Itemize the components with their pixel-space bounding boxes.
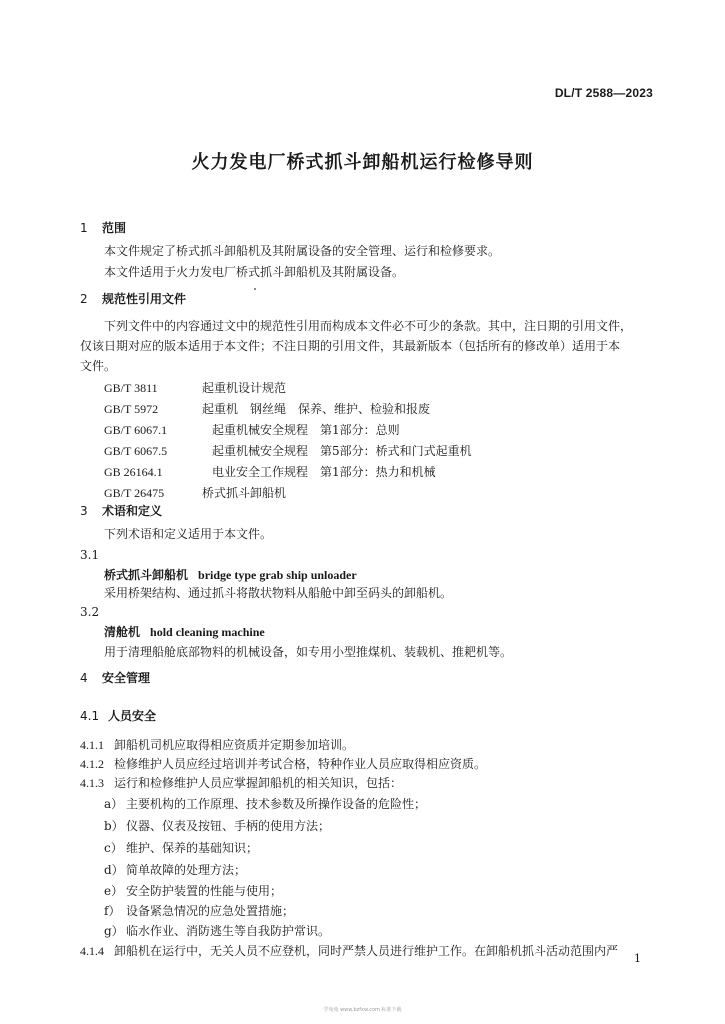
list-item-text: 仪器、仪表及按钮、手柄的使用方法； — [126, 819, 331, 833]
reference-title: 起重机设计规范 — [202, 381, 287, 395]
section-title: 术语和定义 — [102, 504, 163, 518]
subsection-4-1-heading — [80, 708, 156, 724]
section-1-heading — [80, 220, 126, 236]
list-item-text: 简单故障的处理方法； — [126, 863, 247, 877]
clause-text: 卸船机在运行中，无关人员不应登机，同时严禁人员进行维护工作。在卸船机抓斗活动范围内严 — [114, 944, 619, 958]
reference-title: 桥式抓斗卸船机 — [202, 486, 287, 500]
reference-title: 电业安全工作规程 第1部分：热力和机械 — [212, 465, 436, 479]
clause-number: 4.1.4 — [80, 944, 104, 958]
list-item — [104, 862, 246, 878]
list-item-letter: b） — [104, 819, 124, 833]
scan-speck — [254, 288, 256, 290]
reference-item — [104, 464, 436, 480]
term-chinese: 清舱机 — [104, 625, 141, 639]
clause-number: 4.1.1 — [80, 738, 104, 752]
list-item — [104, 840, 258, 856]
clause-text: 运行和检修维护人员应掌握卸船机的相关知识，包括： — [114, 776, 403, 790]
list-item-letter: f） — [104, 904, 121, 918]
subsection-number: 4.1 — [80, 709, 100, 723]
list-item-letter: e） — [104, 884, 124, 898]
watermark-text: 学兔兔 www.bzfxw.com 标准下载 — [323, 1007, 402, 1013]
section-4-heading — [80, 670, 150, 686]
section-number: 3 — [80, 504, 88, 518]
list-item-text: 安全防护装置的性能与使用； — [126, 884, 283, 898]
term-number: 3.1 — [80, 548, 100, 562]
reference-item — [104, 401, 430, 417]
clause-4-1-3 — [80, 775, 402, 791]
scope-paragraph-1: 本文件规定了桥式抓斗卸船机及其附属设备的安全管理、运行和检修要求。 — [104, 244, 501, 258]
term-definition: 采用桥架结构、通过抓斗将散状物料从船舱中卸至码头的卸船机。 — [104, 586, 453, 600]
section-title: 安全管理 — [102, 671, 151, 685]
page-number: 1 — [634, 952, 641, 965]
term-number: 3.2 — [80, 605, 100, 619]
list-item — [104, 796, 426, 812]
reference-title: 起重机 钢丝绳 保养、维护、检验和报废 — [202, 402, 431, 416]
clause-text: 检修维护人员应经过培训并考试合格，特种作业人员应取得相应资质。 — [114, 757, 487, 771]
document-title: 火力发电厂桥式抓斗卸船机运行检修导则 — [191, 152, 534, 173]
section-number: 1 — [80, 221, 88, 235]
normative-intro-line-1: 下列文件中的内容通过文中的规范性引用而构成本文件必不可少的条款。其中，注日期的引用文件， — [104, 319, 633, 333]
list-item-letter: a） — [104, 797, 124, 811]
scope-paragraph-2: 本文件适用于火力发电厂桥式抓斗卸船机及其附属设备。 — [104, 265, 405, 279]
list-item — [104, 818, 330, 834]
clause-number: 4.1.3 — [80, 776, 104, 790]
subsection-title: 人员安全 — [108, 709, 157, 723]
list-item-text: 设备紧急情况的应急处置措施； — [126, 904, 295, 918]
clause-4-1-2 — [80, 756, 486, 772]
list-item — [104, 923, 330, 939]
reference-code: GB/T 26475 — [104, 486, 165, 500]
reference-item — [104, 485, 286, 501]
list-item-letter: g） — [104, 924, 124, 938]
reference-item — [104, 380, 286, 396]
section-3-heading — [80, 503, 162, 519]
section-title: 范围 — [102, 221, 127, 235]
normative-intro-line-2: 仅该日期对应的版本适用于本文件；不注日期的引用文件，其最新版本（包括所有的修改单）适用于本 — [80, 339, 621, 353]
reference-title: 起重机械安全规程 第1部分：总则 — [212, 423, 400, 437]
standard-code: DL/T 2588—2023 — [554, 86, 653, 100]
reference-item — [104, 443, 472, 459]
terms-intro: 下列术语和定义适用于本文件。 — [104, 527, 273, 541]
clause-4-1-4 — [80, 943, 618, 959]
reference-code: GB/T 6067.1 — [104, 423, 168, 437]
section-2-heading — [80, 291, 186, 307]
list-item-letter: c） — [104, 841, 123, 855]
reference-code: GB 26164.1 — [104, 465, 163, 479]
section-number: 2 — [80, 292, 88, 306]
reference-item — [104, 422, 400, 438]
list-item-letter: d） — [104, 863, 124, 877]
normative-intro-line-3: 文件。 — [80, 359, 117, 373]
reference-code: GB/T 6067.5 — [104, 444, 168, 458]
term-entry — [104, 567, 357, 583]
term-english: bridge type grab ship unloader — [198, 568, 357, 582]
clause-text: 卸船机司机应取得相应资质并定期参加培训。 — [114, 738, 355, 752]
list-item-text: 主要机构的工作原理、技术参数及所操作设备的危险性； — [126, 797, 427, 811]
list-item-text: 维护、保养的基础知识； — [126, 841, 259, 855]
term-definition: 用于清理船舱底部物料的机械设备，如专用小型推煤机、装载机、推耙机等。 — [104, 645, 513, 659]
section-title: 规范性引用文件 — [102, 292, 187, 306]
clause-4-1-1 — [80, 737, 354, 753]
list-item — [104, 883, 282, 899]
term-english: hold cleaning machine — [150, 625, 265, 639]
reference-title: 起重机械安全规程 第5部分：桥式和门式起重机 — [212, 444, 472, 458]
list-item-text: 临水作业、消防逃生等自我防护常识。 — [126, 924, 331, 938]
section-number: 4 — [80, 671, 88, 685]
reference-code: GB/T 3811 — [104, 381, 158, 395]
clause-number: 4.1.2 — [80, 757, 104, 771]
term-entry — [104, 624, 265, 640]
reference-code: GB/T 5972 — [104, 402, 159, 416]
list-item — [104, 903, 294, 919]
term-chinese: 桥式抓斗卸船机 — [104, 568, 189, 582]
